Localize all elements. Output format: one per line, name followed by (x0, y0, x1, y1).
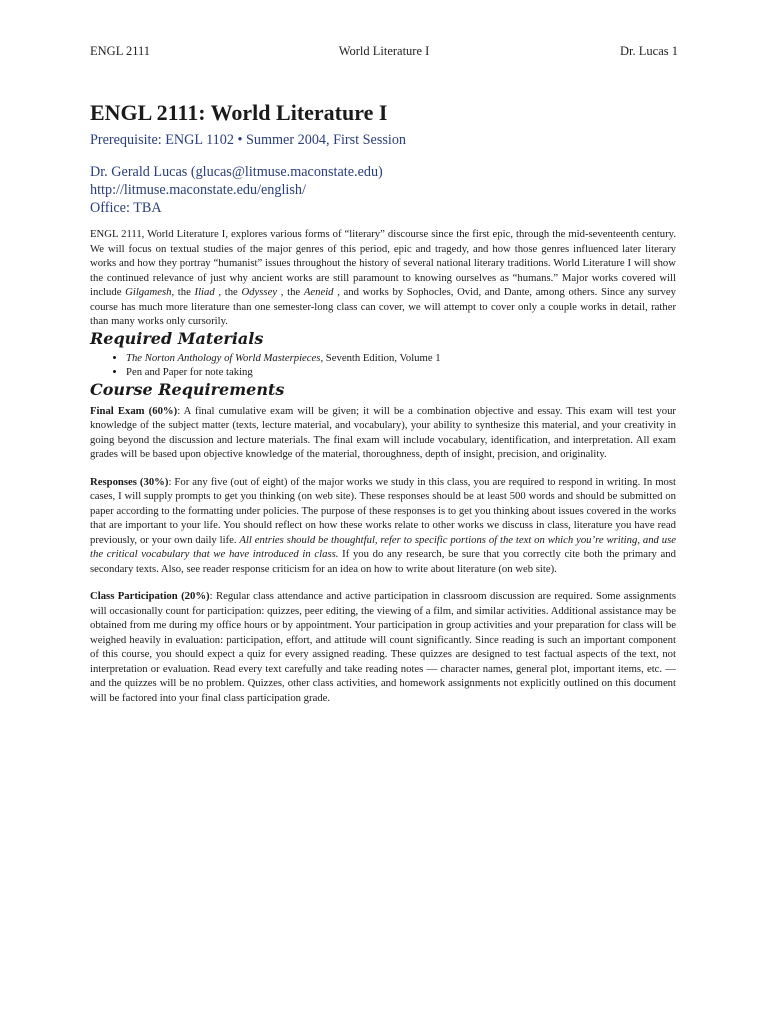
header-course-title: World Literature I (338, 44, 430, 58)
final-exam-label: Final Exam (60%) (90, 404, 178, 417)
header-course-code: ENGL 2111 (90, 44, 151, 58)
document-content (90, 100, 676, 705)
work-odyssey: Odyssey (241, 286, 278, 298)
prerequisite-line: Prerequisite: ENGL 1102 • Summer 2004, First Session (90, 132, 407, 148)
work-iliad: Iliad (194, 286, 215, 298)
responses-text-2: If you do any research, be sure that you correctly cite both the primary and secondary texts. Also, see reader response criticism for an idea on how to write about literature (on web site). (90, 548, 676, 575)
instructor-office: Office: TBA (90, 200, 162, 216)
header-author-page: Dr. Lucas 1 (620, 44, 678, 58)
running-header (90, 44, 678, 60)
intro-paragraph (90, 227, 676, 329)
document-title: ENGL 2111: World Literature I (90, 100, 388, 125)
intro-sep-1: , the (171, 286, 195, 298)
work-gilgamesh: Gilgamesh (125, 286, 172, 298)
course-requirements-heading: Course Requirements (90, 379, 285, 399)
participation-requirement (90, 589, 676, 705)
participation-label: Class Participation (20%) (90, 590, 210, 602)
required-materials-list (90, 351, 676, 380)
list-item (126, 351, 676, 366)
work-aeneid: Aeneid (303, 286, 334, 298)
responses-italic-note: All entries should be thoughtful, refer to specific portions of the text on which you’re writing, and use the critical vocabulary that we have introduced in class. (90, 533, 676, 560)
responses-label: Responses (30%) (90, 475, 169, 488)
intro-text-end: , and works by Sophocles, Ovid, and Dante, among others. Since any survey course has much more literature than one semester-long class can cover, we will attempt to cover only a couple works in detail, rather than many works only cursorily. (90, 286, 676, 327)
required-materials-heading: Required Materials (90, 328, 264, 348)
instructor-url: http://litmuse.maconstate.edu/english/ (90, 182, 306, 198)
intro-sep-3: , the (277, 286, 304, 298)
list-item: • Pen and Paper for note taking (126, 365, 676, 380)
textbook-title: The Norton Anthology of World Masterpieces (126, 351, 321, 364)
responses-text-1: : For any five (out of eight) of the major works we study in this class, you are required to respond in writing. In most cases, I will supply prompts to get you thinking (on web site). These responses should be at least 500 words and should be submitted on paper according to the formatting under policies. The purpose of these responses is to get you thinking about issues covered in the works that are important to your life. You should reflect on how these works relate to other works we discuss in class, literature you have read previously, or your own daily life. (90, 475, 676, 546)
intro-sep-2: , the (214, 286, 242, 298)
final-exam-requirement (90, 404, 676, 462)
participation-text: : Regular class attendance and active participation in classroom discussion are required. Some assignments will occasionally count for participation: quizzes, peer editing, the viewing of a film, and similar activities. Additional assistance may be obtained from me during my office hours or by appointment. Your participation in group activities and your preparation for class will be weighed heavily in evaluation: participation, effort, and attitude will count significantly. Since reading is such an important component of this course, you should expect a quiz for every assigned reading. These quizzes are designed to test factual aspects of the text, not interpretation or evaluation. Read every text carefully and take reading notes — character names, general plot, important items, etc. — and the quizzes will be no problem. Quizzes, other class activities, and homework assignments not explicitly outlined on this document will be factored into your final class participation grade. (90, 590, 676, 704)
textbook-edition: , Seventh Edition, Volume 1 (320, 351, 441, 364)
responses-requirement (90, 475, 676, 577)
intro-text-start: ENGL 2111, World Literature I, explores various forms of “literary” discourse since the first epic, through the mid-seventeenth century. We will focus on textual studies of the major genres of this period, epic and tragedy, and how those genres influenced later literary works and how they portray “humanist” issues throughout the history of several national literary traditions. World Literature I will show the continued relevance of just why ancient works are still paramount to knowing ourselves as “humans.” Major works covered will include (90, 228, 676, 298)
instructor-name-email: Dr. Gerald Lucas (glucas@litmuse.maconstate.edu) (90, 164, 383, 180)
final-exam-text: : A final cumulative exam will be given; it will be a combination objective and essay. This exam will test your knowledge of the subject matter (texts, lecture material, and vocabulary), your ability to synthesize this material, and your creativity in going beyond the discussion and lecture materials. The final exam will include vocabulary, identification, and interpretation. All exam grades will be based upon objective knowledge of the material, thoroughness, depth of insight, precision, and originality. (90, 404, 676, 460)
